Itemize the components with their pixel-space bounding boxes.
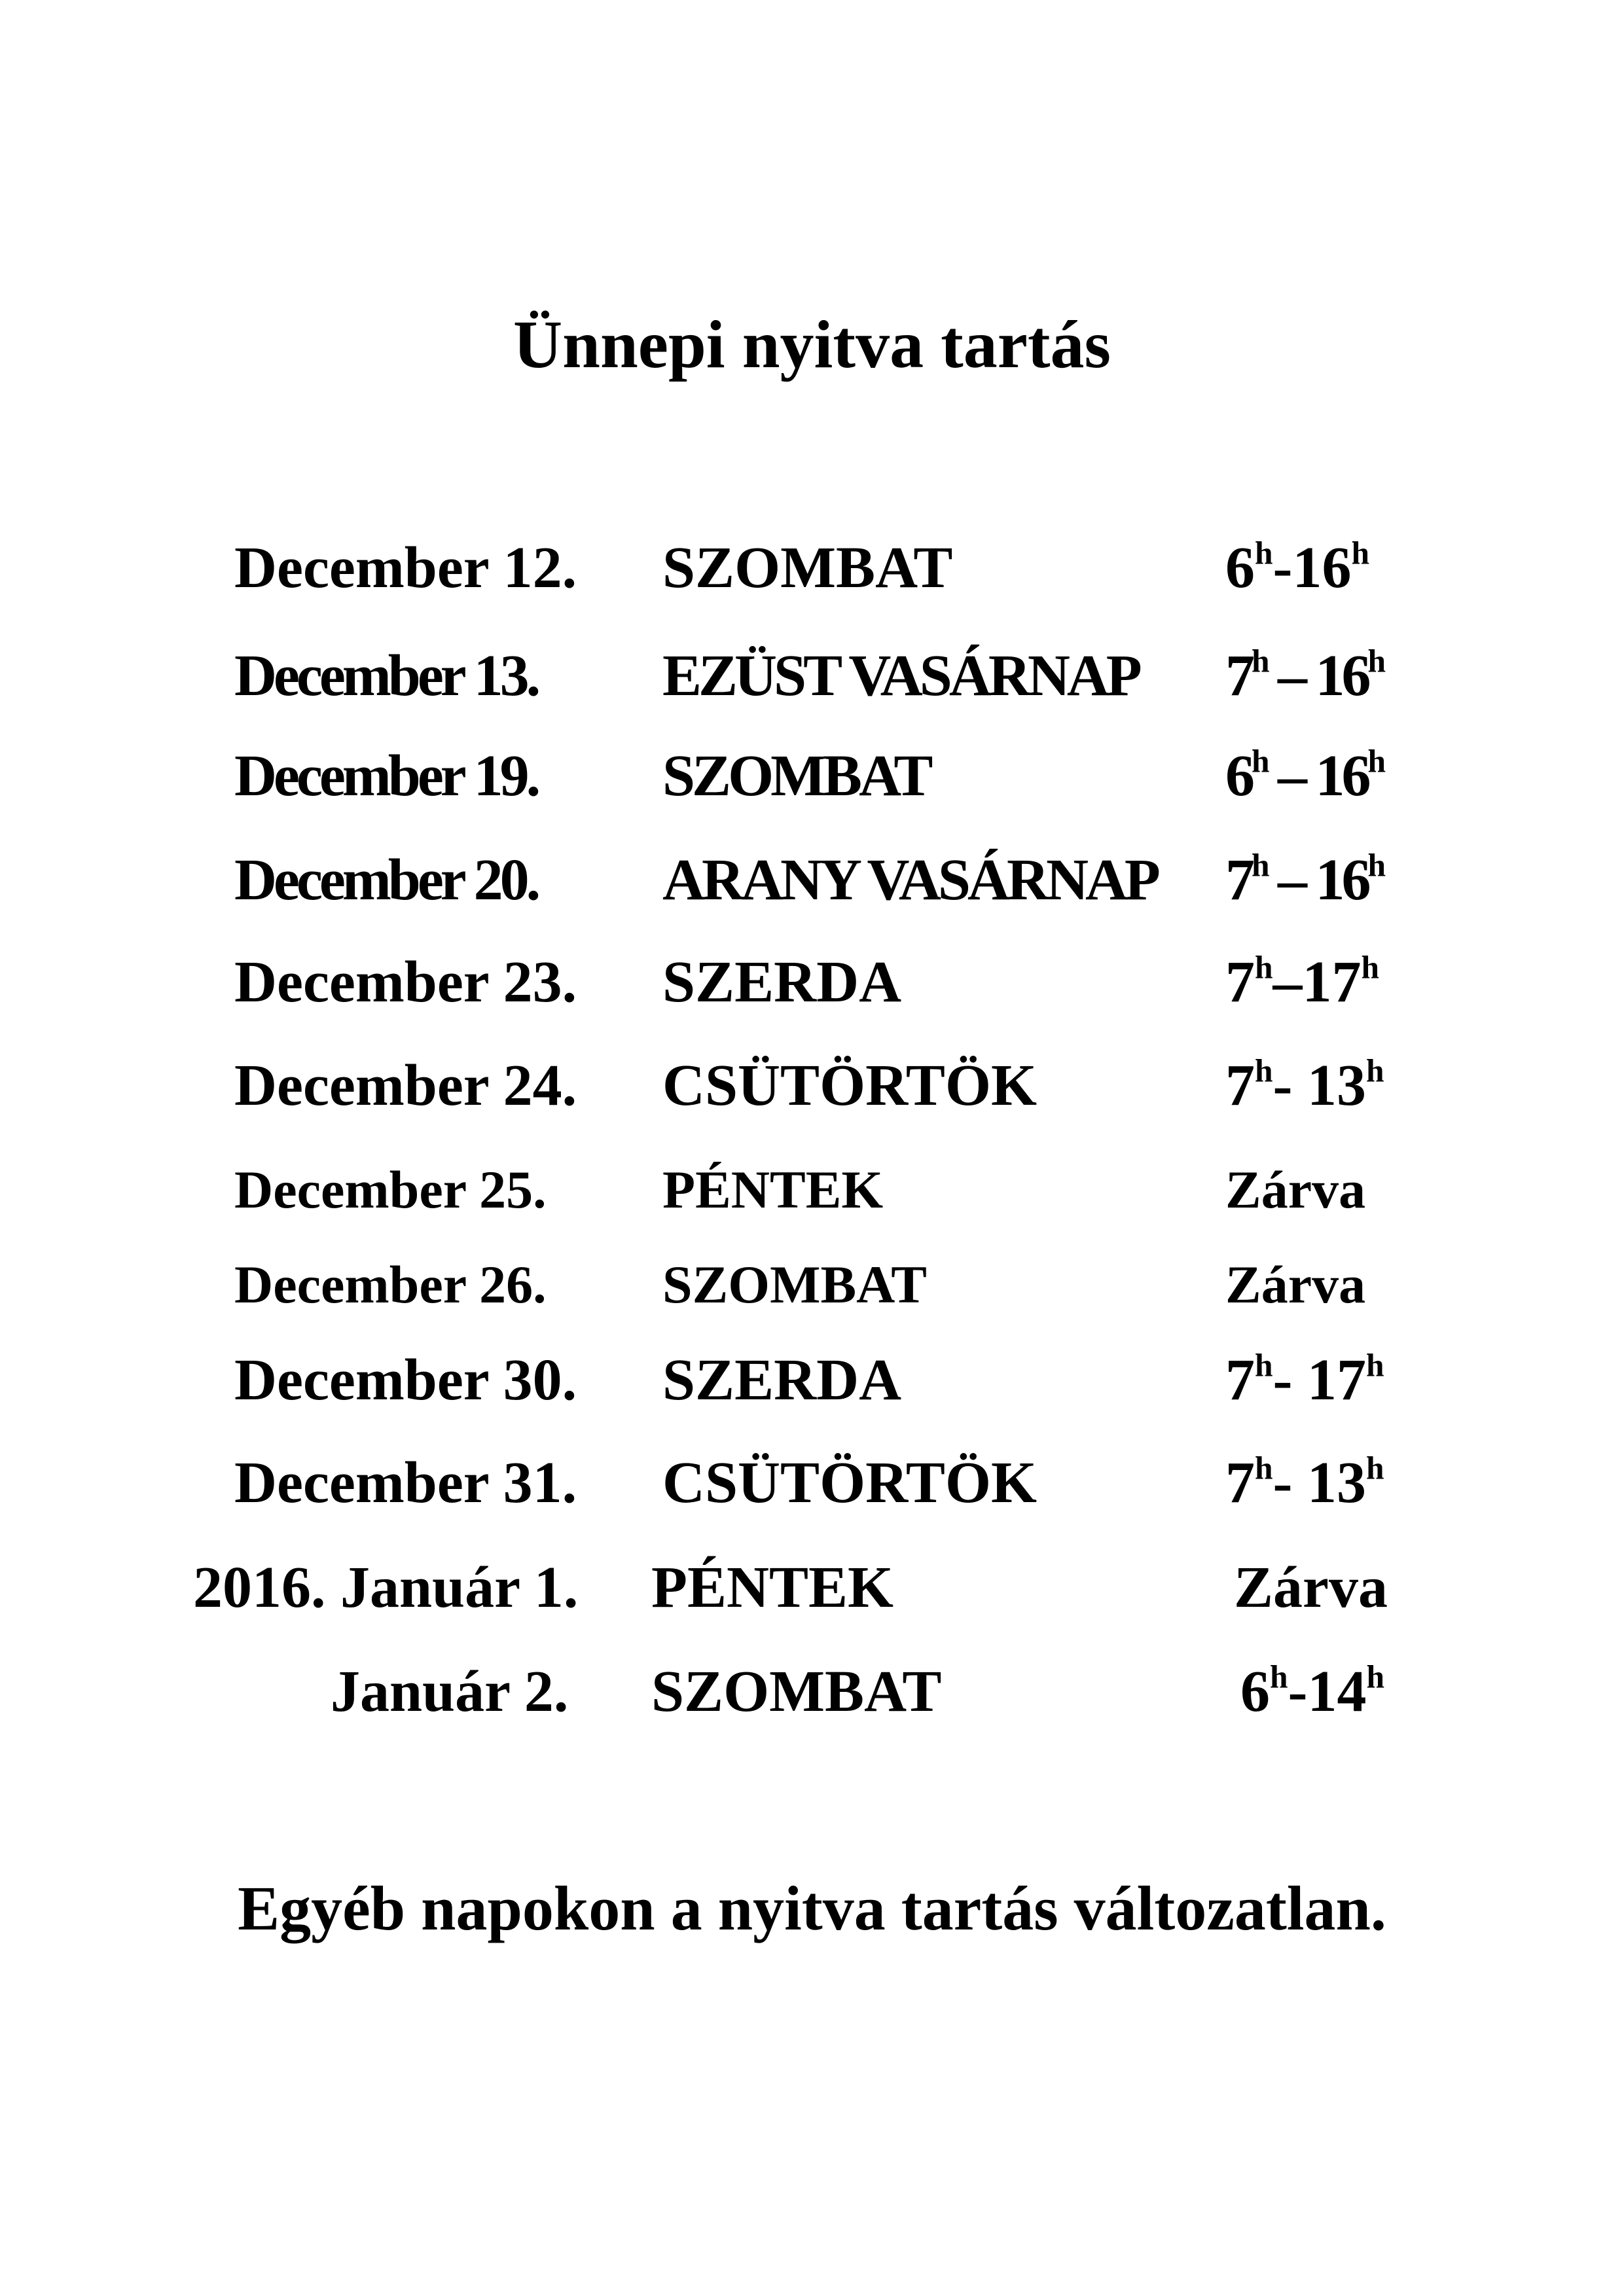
row-date: December 20. <box>234 848 538 912</box>
row-hours: 7$^h$- 17$^h$ <box>1225 1347 1384 1412</box>
row-hours: 7$^h$ – 16$^h$ <box>1225 643 1383 708</box>
row-date: December 25. <box>234 1160 547 1219</box>
schedule-row <box>0 743 1624 825</box>
schedule-row <box>0 1555 1624 1637</box>
footer-note: Egyéb napokon a nyitva tartás változatlan. <box>238 1873 1386 1943</box>
row-day: SZERDA <box>662 1348 902 1412</box>
row-day: PÉNTEK <box>651 1555 894 1620</box>
row-date: December 24. <box>234 1053 577 1118</box>
row-hours: 6$^h$ – 16$^h$ <box>1225 743 1383 808</box>
row-hours: 7$^h$- 13$^h$ <box>1225 1450 1384 1515</box>
row-date: December 31. <box>234 1450 577 1515</box>
row-date: December 19. <box>234 744 538 808</box>
row-day: SZOMBAT <box>662 1255 927 1314</box>
row-date: December 30. <box>234 1348 577 1412</box>
row-day: SZOMBAT <box>651 1659 942 1724</box>
row-day: SZERDA <box>662 950 902 1014</box>
schedule-row <box>0 1255 1624 1336</box>
schedule-row <box>0 1450 1624 1532</box>
row-hours: 7$^h$ – 16$^h$ <box>1225 847 1383 912</box>
row-day: PÉNTEK <box>662 1160 884 1219</box>
row-date: December 23. <box>234 950 577 1014</box>
row-status: Zárva <box>1225 1160 1366 1219</box>
schedule-row <box>0 847 1624 929</box>
schedule-row <box>0 1347 1624 1429</box>
row-day: ARANY VASÁRNAP <box>662 848 1157 912</box>
schedule-row <box>0 1052 1624 1135</box>
row-hours: 7$^h$–17$^h$ <box>1225 949 1380 1014</box>
schedule-row <box>0 1659 1624 1741</box>
row-day: SZOMBAT <box>662 535 953 600</box>
schedule-row <box>0 535 1624 617</box>
row-day: SZOMBAT <box>662 744 930 808</box>
row-day: CSÜTÖRTÖK <box>662 1053 1037 1118</box>
row-status: Zárva <box>1234 1555 1388 1620</box>
row-hours: 7$^h$- 13$^h$ <box>1225 1052 1384 1118</box>
row-hours: 6$^h$-14$^h$ <box>1240 1659 1385 1724</box>
schedule-row <box>0 1160 1624 1242</box>
row-date: 2016. Január 1. <box>193 1555 579 1620</box>
row-day: CSÜTÖRTÖK <box>662 1450 1037 1515</box>
row-status: Zárva <box>1225 1255 1366 1314</box>
row-date: December 13. <box>234 643 538 708</box>
row-date: December 26. <box>234 1255 547 1314</box>
schedule-row <box>0 643 1624 725</box>
row-hours: 6$^h$-16$^h$ <box>1225 535 1370 600</box>
row-date: Január 2. <box>331 1659 569 1724</box>
schedule-row <box>0 949 1624 1031</box>
row-day: EZÜST VASÁRNAP <box>662 643 1139 708</box>
row-date: December 12. <box>234 535 577 600</box>
page-title: Ünnepi nyitva tartás <box>513 307 1111 382</box>
